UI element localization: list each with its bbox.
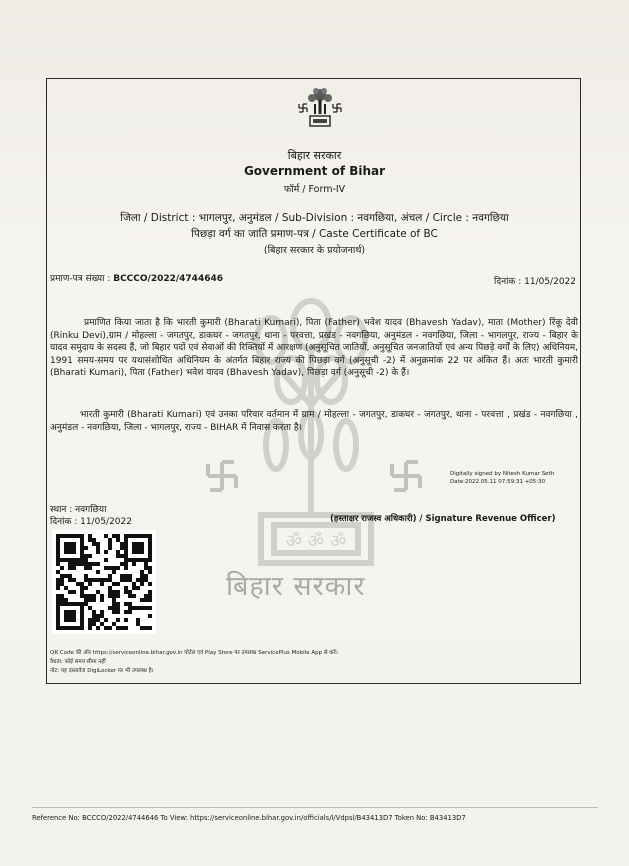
validity-note: वैधता: कोई समय सीमा नहीं	[50, 659, 106, 665]
certificate-title: पिछड़ा वर्ग का जाति प्रमाण-पत्र / Caste Certificate of BC	[191, 228, 438, 240]
certification-paragraph: प्रमाणित किया जाता है कि भारती कुमारी (Bharati Kumari), पिता (Father) भवेश यादव (Bhavesh Yadav), माता (Mother) रिंकू देवी (Rinku Devi),ग्राम / मोहल्ला - जगतपुर, डाकघर - जगतपुर, थाना - परवत्ता, प्रखंड - नवगछिया, अनुमंडल - नवगछिया, जिला - भागलपुर, राज्य - बिहार के यादव समुदाय के सदस्य हैं, जो बिहार पदों एवं सेवाओं की रिक्तियों में आरक्षण (अनुसूचित जातियों, अनुसूचित जनजातियों एवं अन्य पिछड़े वर्गों के लिए) अधिनियम, 1991 समय-समय पर यथासंशोधित अधिनियम के अंतर्गत बिहार राज्य की पिछड़ा वर्ग (अनुसूची -2) में अनुक्रमांक 22 पर अंकित हैं। अतः भारती कुमारी (Bharati Kumari), पिता (Father) भवेश यादव (Bhavesh Yadav), पिछड़ा वर्ग (अनुसूची -2) के हैं।	[50, 318, 578, 378]
certificate-number	[50, 271, 223, 284]
qr-code	[52, 530, 156, 634]
watermark-text: बिहार सरकार	[226, 571, 366, 602]
form-number: फॉर्म / Form-IV	[283, 184, 346, 195]
place-date: दिनांक : 11/05/2022	[50, 517, 132, 527]
certificate-number-label: प्रमाण-पत्र संख्या :	[50, 274, 111, 284]
reference-footer: Reference No: BCCCO/2022/4744646 To View: https://serviceonline.bihar.gov.in/officials/l/Vdpsl/B43413D7 Token No: B43413D7	[32, 814, 466, 822]
certificate-date-label: दिनांक :	[494, 277, 522, 287]
right-swastika-watermark-icon	[388, 458, 424, 494]
qr-note: QR Code की ऑर https://serviceonline.bihar.gov.in पोर्टल एवं Play Store पर उपलब्ध ServicePlus Mobile App से करें।	[50, 650, 338, 656]
digital-signature-date: Date:2022.05.11 07:59:31 +05:30	[450, 479, 546, 485]
left-swastika-watermark-icon	[204, 458, 240, 494]
hindi-government-heading: बिहार सरकार	[287, 149, 342, 162]
certificate-date-value: 11/05/2022	[524, 277, 576, 287]
officer-signature-label: (हस्ताक्षर राजस्व अधिकारी) / Signature Revenue Officer)	[330, 514, 556, 524]
certificate-date	[494, 274, 576, 287]
digilocker-note: नोट: यह दस्तावेज DigiLocker पर भी उपलब्ध है।	[50, 668, 154, 674]
location-line: जिला / District : भागलपुर, अनुमंडल / Sub-Division : नवगछिया, अंचल / Circle : नवगछिया	[120, 212, 509, 224]
government-heading: Government of Bihar	[243, 164, 386, 178]
digital-signature-signer: Digitally signed by Nitesh Kumar Seth	[450, 471, 555, 477]
residence-paragraph: भारती कुमारी (Bharati Kumari) एवं उनका परिवार वर्तमान में ग्राम / मोहल्ला - जगतपुर, डाकघर - जगतपुर, थाना - परवत्ता , प्रखंड - नवगछिया , अनुमंडल - नवगछिया, जिला - भागलपुर, राज्य - BIHAR में निवास करता है।	[50, 410, 578, 433]
bihar-emblem-icon	[296, 86, 344, 132]
seal-inscription: ॐ ॐ ॐ	[285, 531, 347, 552]
place: स्थान : नवगछिया	[50, 505, 107, 515]
digital-signature	[450, 470, 554, 486]
certificate-number-value: BCCCO/2022/4744646	[113, 274, 223, 284]
footer-divider	[32, 807, 598, 808]
certificate-purpose: (बिहार सरकार के प्रयोजनार्थ)	[263, 245, 366, 256]
